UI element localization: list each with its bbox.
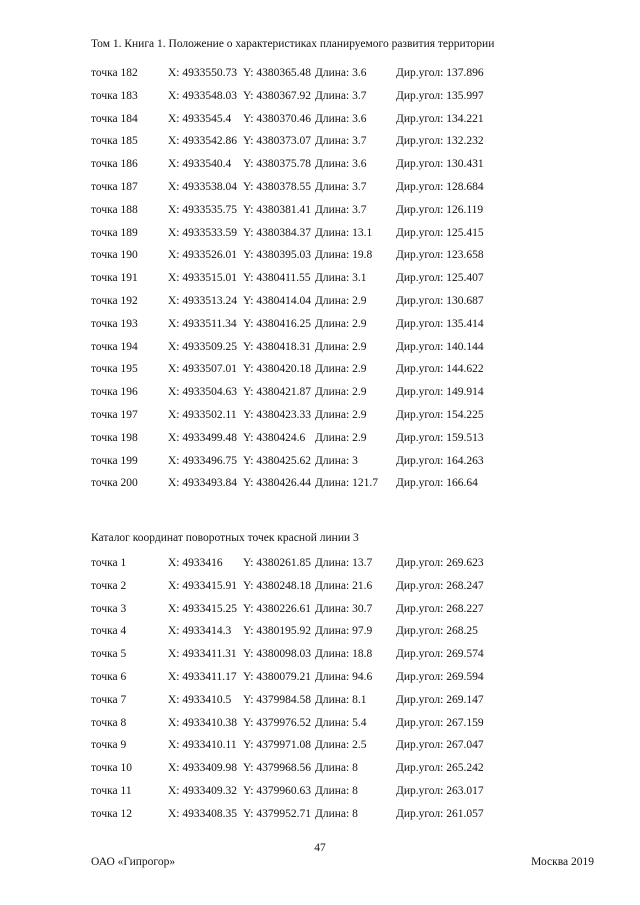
- x-coordinate: X: 4933493.84: [168, 477, 237, 490]
- y-coordinate: Y: 4380367.92: [243, 89, 311, 102]
- x-coordinate: X: 4933504.63: [168, 386, 237, 399]
- table-row: [91, 245, 611, 268]
- x-coordinate: X: 4933411.31: [168, 648, 237, 661]
- segment-length: Длина: 2.9: [315, 431, 367, 444]
- x-coordinate: X: 4933515.01: [168, 272, 237, 285]
- table-row: [91, 576, 611, 599]
- point-name: точка 200: [91, 477, 138, 490]
- segment-length: Длина: 8: [315, 762, 358, 775]
- y-coordinate: Y: 4380425.62: [243, 454, 311, 467]
- y-coordinate: Y: 4380373.07: [243, 135, 311, 148]
- direction-angle: Дир.угол: 268.227: [396, 602, 484, 615]
- direction-angle: Дир.угол: 125.415: [396, 226, 484, 239]
- table-row: [91, 337, 611, 360]
- table-row: [91, 359, 611, 382]
- direction-angle: Дир.угол: 269.594: [396, 670, 484, 683]
- x-coordinate: X: 4933511.34: [168, 317, 237, 330]
- point-name: точка 186: [91, 158, 138, 171]
- segment-length: Длина: 30.7: [315, 602, 373, 615]
- table-row: [91, 382, 611, 405]
- x-coordinate: X: 4933507.01: [168, 363, 237, 376]
- point-name: точка 3: [91, 602, 127, 615]
- x-coordinate: X: 4933509.25: [168, 340, 237, 353]
- point-name: точка 4: [91, 625, 127, 638]
- direction-angle: Дир.угол: 140.144: [396, 340, 484, 353]
- direction-angle: Дир.угол: 268.25: [396, 625, 478, 638]
- direction-angle: Дир.угол: 164.263: [396, 454, 484, 467]
- direction-angle: Дир.угол: 268.247: [396, 579, 484, 592]
- segment-length: Длина: 18.8: [315, 648, 373, 661]
- table-row: [91, 154, 611, 177]
- table-row: [91, 690, 611, 713]
- footer-organization: ОАО «Гипрогор»: [91, 856, 176, 868]
- point-name: точка 191: [91, 272, 138, 285]
- x-coordinate: X: 4933502.11: [168, 408, 237, 421]
- segment-length: Длина: 2.9: [315, 363, 367, 376]
- x-coordinate: X: 4933411.17: [168, 670, 237, 683]
- table-row: [91, 621, 611, 644]
- y-coordinate: Y: 4380414.04: [243, 294, 311, 307]
- point-name: точка 9: [91, 739, 127, 752]
- y-coordinate: Y: 4380079.21: [243, 670, 311, 683]
- table-row: [91, 804, 611, 827]
- x-coordinate: X: 4933513.24: [168, 294, 237, 307]
- x-coordinate: X: 4933414.3: [168, 625, 232, 638]
- table-row: [91, 63, 611, 86]
- footer-city-year: Москва 2019: [531, 856, 594, 868]
- segment-length: Длина: 2.9: [315, 317, 367, 330]
- y-coordinate: Y: 4380261.85: [243, 557, 311, 569]
- y-coordinate: Y: 4380411.55: [243, 272, 311, 285]
- coordinates-table-part2: [91, 553, 611, 827]
- point-name: точка 195: [91, 363, 138, 376]
- direction-angle: Дир.угол: 130.687: [396, 294, 484, 307]
- x-coordinate: X: 4933410.38: [168, 716, 237, 729]
- table-row: [91, 667, 611, 690]
- y-coordinate: Y: 4379968.56: [243, 762, 311, 775]
- point-name: точка 193: [91, 317, 138, 330]
- direction-angle: Дир.угол: 134.221: [396, 112, 484, 125]
- y-coordinate: Y: 4380384.37: [243, 226, 311, 239]
- point-name: точка 187: [91, 180, 138, 193]
- y-coordinate: Y: 4380098.03: [243, 648, 311, 661]
- table-row: [91, 291, 611, 314]
- segment-length: Длина: 8: [315, 784, 358, 797]
- segment-length: Длина: 5.4: [315, 716, 367, 729]
- direction-angle: Дир.угол: 130.431: [396, 158, 484, 171]
- section-title: Каталог координат поворотных точек красной линии 3: [91, 532, 359, 544]
- x-coordinate: X: 4933408.35: [168, 807, 237, 820]
- y-coordinate: Y: 4380381.41: [243, 203, 311, 216]
- segment-length: Длина: 19.8: [315, 249, 373, 262]
- segment-length: Длина: 3: [315, 454, 358, 467]
- table-row: [91, 553, 611, 576]
- table-row: [91, 644, 611, 667]
- y-coordinate: Y: 4380424.6: [243, 431, 306, 444]
- table-row: [91, 86, 611, 109]
- segment-length: Длина: 3.1: [315, 272, 367, 285]
- table-row: [91, 268, 611, 291]
- point-name: точка 189: [91, 226, 138, 239]
- direction-angle: Дир.угол: 269.623: [396, 557, 484, 569]
- point-name: точка 197: [91, 408, 138, 421]
- point-name: точка 5: [91, 648, 127, 661]
- direction-angle: Дир.угол: 269.147: [396, 693, 484, 706]
- point-name: точка 7: [91, 693, 127, 706]
- segment-length: Длина: 21.6: [315, 579, 373, 592]
- y-coordinate: Y: 4379952.71: [243, 807, 311, 820]
- table-row: [91, 177, 611, 200]
- table-row: [91, 758, 611, 781]
- segment-length: Длина: 3.7: [315, 180, 367, 193]
- y-coordinate: Y: 4380378.55: [243, 180, 311, 193]
- direction-angle: Дир.угол: 128.684: [396, 180, 484, 193]
- segment-length: Длина: 8: [315, 807, 358, 820]
- direction-angle: Дир.угол: 263.017: [396, 784, 484, 797]
- direction-angle: Дир.угол: 126.119: [396, 203, 484, 216]
- point-name: точка 190: [91, 249, 138, 262]
- segment-length: Длина: 94.6: [315, 670, 373, 683]
- x-coordinate: X: 4933415.25: [168, 602, 237, 615]
- x-coordinate: X: 4933540.4: [168, 158, 232, 171]
- y-coordinate: Y: 4379976.52: [243, 716, 311, 729]
- point-name: точка 192: [91, 294, 138, 307]
- point-name: точка 188: [91, 203, 138, 216]
- segment-length: Длина: 13.7: [315, 557, 373, 569]
- segment-length: Длина: 3.7: [315, 135, 367, 148]
- segment-length: Длина: 2.9: [315, 408, 367, 421]
- x-coordinate: X: 4933409.32: [168, 784, 237, 797]
- segment-length: Длина: 2.9: [315, 294, 367, 307]
- table-row: [91, 405, 611, 428]
- page-header: Том 1. Книга 1. Положение о характеристиках планируемого развития территории: [91, 38, 495, 50]
- x-coordinate: X: 4933535.75: [168, 203, 237, 216]
- direction-angle: Дир.угол: 137.896: [396, 67, 484, 79]
- point-name: точка 183: [91, 89, 138, 102]
- direction-angle: Дир.угол: 267.047: [396, 739, 484, 752]
- x-coordinate: X: 4933410.11: [168, 739, 237, 752]
- y-coordinate: Y: 4380375.78: [243, 158, 311, 171]
- y-coordinate: Y: 4380195.92: [243, 625, 311, 638]
- segment-length: Длина: 3.7: [315, 89, 367, 102]
- point-name: точка 1: [91, 557, 127, 569]
- table-row: [91, 473, 611, 496]
- point-name: точка 196: [91, 386, 138, 399]
- point-name: точка 11: [91, 784, 132, 797]
- table-row: [91, 200, 611, 223]
- table-row: [91, 735, 611, 758]
- table-row: [91, 109, 611, 132]
- point-name: точка 6: [91, 670, 127, 683]
- segment-length: Длина: 2.9: [315, 340, 367, 353]
- point-name: точка 182: [91, 67, 138, 79]
- point-name: точка 194: [91, 340, 138, 353]
- segment-length: Длина: 13.1: [315, 226, 373, 239]
- direction-angle: Дир.угол: 123.658: [396, 249, 484, 262]
- direction-angle: Дир.угол: 132.232: [396, 135, 484, 148]
- table-row: [91, 314, 611, 337]
- x-coordinate: X: 4933526.01: [168, 249, 237, 262]
- direction-angle: Дир.угол: 159.513: [396, 431, 484, 444]
- direction-angle: Дир.угол: 135.997: [396, 89, 484, 102]
- segment-length: Длина: 3.6: [315, 67, 367, 79]
- y-coordinate: Y: 4380226.61: [243, 602, 311, 615]
- y-coordinate: Y: 4380365.48: [243, 67, 311, 79]
- y-coordinate: Y: 4380395.03: [243, 249, 311, 262]
- y-coordinate: Y: 4380248.18: [243, 579, 311, 592]
- y-coordinate: Y: 4380423.33: [243, 408, 311, 421]
- page-number: 47: [314, 842, 326, 854]
- x-coordinate: X: 4933410.5: [168, 693, 232, 706]
- x-coordinate: X: 4933550.73: [168, 67, 237, 79]
- y-coordinate: Y: 4380421.87: [243, 386, 311, 399]
- direction-angle: Дир.угол: 135.414: [396, 317, 484, 330]
- direction-angle: Дир.угол: 267.159: [396, 716, 484, 729]
- x-coordinate: X: 4933542.86: [168, 135, 237, 148]
- y-coordinate: Y: 4380418.31: [243, 340, 311, 353]
- point-name: точка 10: [91, 762, 133, 775]
- segment-length: Длина: 2.5: [315, 739, 367, 752]
- y-coordinate: Y: 4379960.63: [243, 784, 311, 797]
- table-row: [91, 131, 611, 154]
- x-coordinate: X: 4933409.98: [168, 762, 237, 775]
- segment-length: Длина: 97.9: [315, 625, 373, 638]
- y-coordinate: Y: 4380420.18: [243, 363, 311, 376]
- segment-length: Длина: 2.9: [315, 386, 367, 399]
- y-coordinate: Y: 4379971.08: [243, 739, 311, 752]
- segment-length: Длина: 3.6: [315, 158, 367, 171]
- x-coordinate: X: 4933415.91: [168, 579, 237, 592]
- point-name: точка 199: [91, 454, 138, 467]
- x-coordinate: X: 4933416: [168, 557, 223, 569]
- point-name: точка 12: [91, 807, 133, 820]
- y-coordinate: Y: 4379984.58: [243, 693, 311, 706]
- table-row: [91, 713, 611, 736]
- direction-angle: Дир.угол: 154.225: [396, 408, 484, 421]
- x-coordinate: X: 4933496.75: [168, 454, 237, 467]
- point-name: точка 184: [91, 112, 138, 125]
- segment-length: Длина: 3.6: [315, 112, 367, 125]
- table-row: [91, 599, 611, 622]
- point-name: точка 185: [91, 135, 138, 148]
- direction-angle: Дир.угол: 125.407: [396, 272, 484, 285]
- table-row: [91, 223, 611, 246]
- x-coordinate: X: 4933499.48: [168, 431, 237, 444]
- x-coordinate: X: 4933545.4: [168, 112, 232, 125]
- direction-angle: Дир.угол: 144.622: [396, 363, 484, 376]
- table-row: [91, 451, 611, 474]
- point-name: точка 8: [91, 716, 127, 729]
- segment-length: Длина: 8.1: [315, 693, 367, 706]
- direction-angle: Дир.угол: 265.242: [396, 762, 484, 775]
- y-coordinate: Y: 4380370.46: [243, 112, 311, 125]
- point-name: точка 198: [91, 431, 138, 444]
- y-coordinate: Y: 4380426.44: [243, 477, 311, 490]
- point-name: точка 2: [91, 579, 127, 592]
- direction-angle: Дир.угол: 269.574: [396, 648, 484, 661]
- direction-angle: Дир.угол: 166.64: [396, 477, 478, 490]
- table-row: [91, 781, 611, 804]
- segment-length: Длина: 3.7: [315, 203, 367, 216]
- table-row: [91, 428, 611, 451]
- x-coordinate: X: 4933538.04: [168, 180, 237, 193]
- x-coordinate: X: 4933548.03: [168, 89, 237, 102]
- coordinates-table-part1: [91, 63, 611, 496]
- direction-angle: Дир.угол: 261.057: [396, 807, 484, 820]
- x-coordinate: X: 4933533.59: [168, 226, 237, 239]
- segment-length: Длина: 121.7: [315, 477, 378, 490]
- direction-angle: Дир.угол: 149.914: [396, 386, 484, 399]
- y-coordinate: Y: 4380416.25: [243, 317, 311, 330]
